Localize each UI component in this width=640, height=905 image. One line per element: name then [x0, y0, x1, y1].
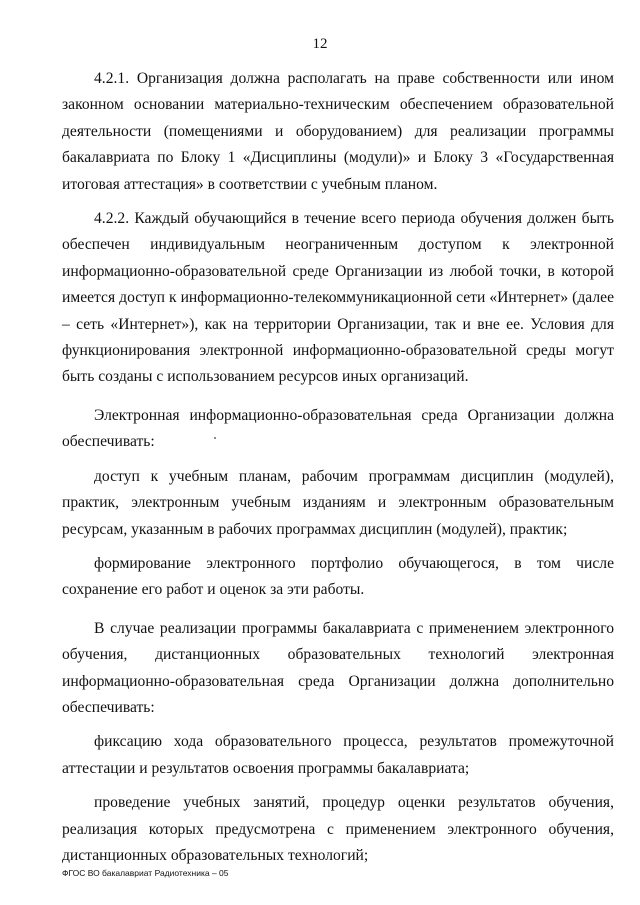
page-footer: ФГОС ВО бакалавриат Радиотехника – 05	[62, 868, 229, 878]
paragraph-4-2-1: 4.2.1. Организация должна располагать на праве собственности или ином законном основании материально-техническим обеспечением образовательной деятельности (помещениями и оборудованием) для реализации программы бакалавриата по Блоку 1 «Дисциплины (модули)» и Блоку 3 «Государственная итоговая аттестация» в соответствии с учебным планом.	[62, 70, 614, 193]
paragraph-4-2-2: 4.2.2. Каждый обучающийся в течение всего периода обучения должен быть обеспечен индивидуальным неограниченным доступом к электронной информационно-образовательной среде Организации из любой точки, в которой имеется доступ к информационно-телекоммуникационной сети «Интернет» (далее – сеть «Интернет»), как на территории Организации, так и вне ее. Условия для функционирования электронной информационно-образовательной среды могут быть созданы с использованием ресурсов иных организаций.	[62, 210, 614, 386]
list-item-fixation: фиксацию хода образовательного процесса, результатов промежуточной аттестации и результатов освоения программы бакалавриата;	[62, 733, 614, 777]
scan-speck	[214, 437, 216, 439]
list-item-access: доступ к учебным планам, рабочим программам дисциплин (модулей), практик, электронным учебным изданиям и электронным образовательным ресурсам, указанным в рабочих программах дисциплин (модулей), практик;	[62, 467, 614, 538]
document-body	[62, 66, 614, 869]
paragraph-distance-learning: В случае реализации программы бакалавриата с применением электронного обучения, дистанционных образовательных технологий электронная информационно-образовательная среда Организации должна дополнительно обеспечивать:	[62, 619, 614, 716]
list-item-classes: проведение учебных занятий, процедур оценки результатов обучения, реализация которых предусмотрена с применением электронного обучения, дистанционных образовательных технологий;	[62, 794, 614, 864]
paragraph-eios-requirements: Электронная информационно-образовательная среда Организации должна обеспечивать:	[62, 406, 614, 451]
page-number: 12	[312, 36, 328, 52]
list-item-portfolio: формирование электронного портфолио обучающегося, в том числе сохранение его работ и оценок за эти работы.	[62, 554, 614, 599]
